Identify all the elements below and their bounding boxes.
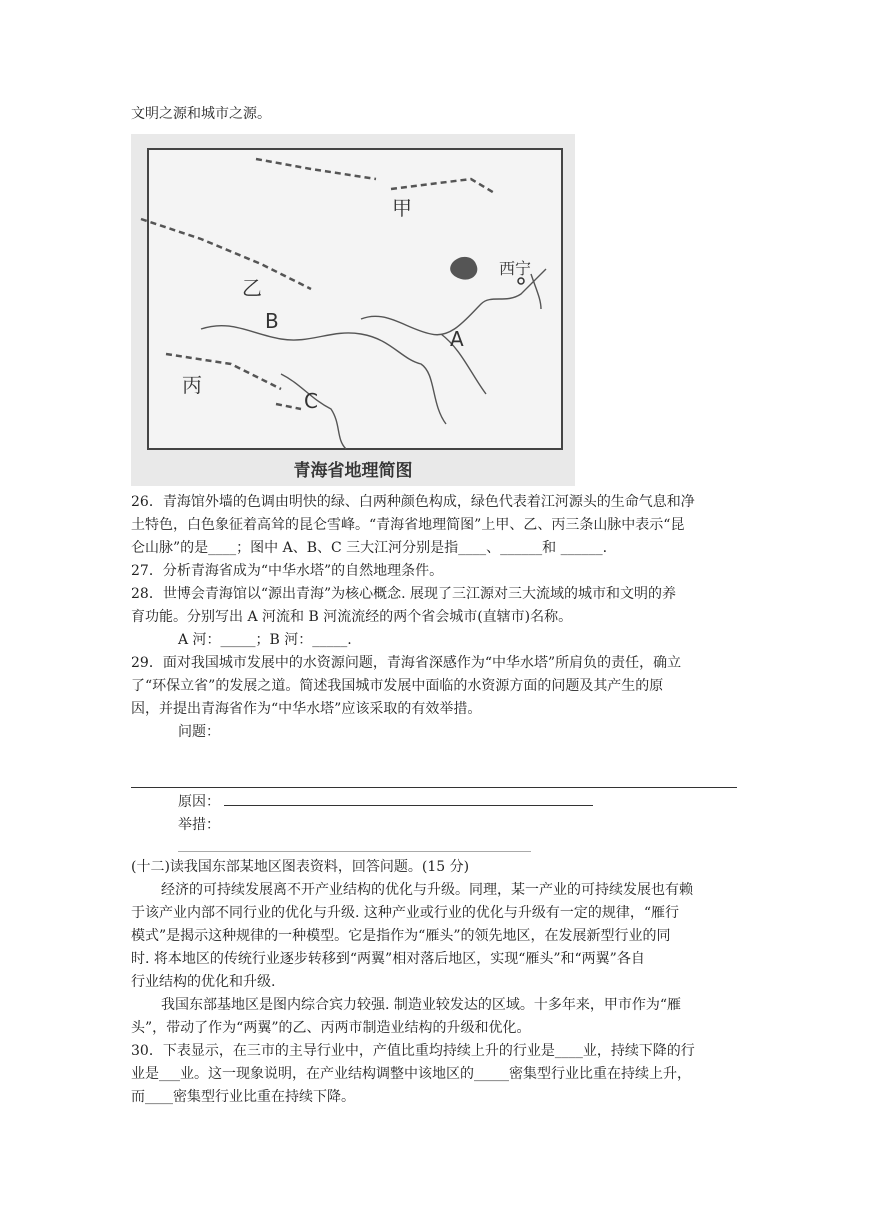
map-caption: 青海省地理简图 — [293, 461, 413, 481]
intro-line: 文明之源和城市之源。 — [131, 106, 271, 122]
answer-label-problem: 问题： — [178, 724, 220, 740]
section12-para1-line-3: 模式”是揭示这种规律的一种模型。它是指作为“雁头”的领先地区，在发展新型行业的同 — [131, 928, 671, 944]
q26-line-2: 土特色，白色象征着高耸的昆仑雪峰。“青海省地理简图”上甲、乙、丙三条山脉中表示“昆 — [131, 517, 685, 533]
q30-line-1: 30．下表显示，在三市的主导行业中，产值比重均持续上升的行业是____业，持续下降的行 — [131, 1043, 695, 1059]
answer-line-measure — [178, 851, 531, 852]
map-label-jia: 甲 — [392, 196, 412, 220]
section12-para2-line-1: 我国东部基地区是图内综合宾力较强. 制造业较发达的区域。十多年来，甲市作为“雁 — [161, 997, 682, 1013]
section12-para1-line-5: 行业结构的优化和升级. — [131, 974, 276, 990]
q29-line-2: 了“环保立省”的发展之道。简述我国城市发展中面临的水资源方面的问题及其产生的原 — [131, 678, 664, 694]
map-label-river-c: C — [304, 389, 318, 413]
section12-para1-line-1: 经济的可持续发展离不开产业结构的优化与升级。同理，某一产业的可持续发展也有赖 — [161, 882, 693, 898]
q29-line-1: 29．面对我国城市发展中的水资源问题，青海省深感作为“中华水塔”所肩负的责任，确立 — [131, 655, 682, 671]
map-label-bing: 丙 — [182, 373, 202, 397]
q28-line-1: 28．世博会青海馆以“源出青海”为核心概念. 展现了三江源对三大流域的城市和文明的养 — [131, 586, 677, 602]
map-label-river-a: A — [450, 327, 464, 351]
map-drawing — [131, 134, 575, 486]
section12-para1-line-4: 时. 将本地区的传统行业逐步转移到“两翼”相对落后地区，实现“雁头”和“两翼”各自 — [131, 951, 645, 967]
q30-line-3: 而____密集型行业比重在持续下降。 — [131, 1089, 355, 1105]
q29-line-3: 因，并提出青海省作为“中华水塔”应该采取的有效举措。 — [131, 701, 482, 717]
q28-line-2: 育功能。分别写出 A 河流和 B 河流流经的两个省会城市(直辖市)名称。 — [131, 609, 573, 625]
answer-label-reason: 原因： — [178, 794, 220, 810]
answer-line-problem — [131, 787, 737, 788]
q26-line-1: 26．青海馆外墙的色调由明快的绿、白两种颜色构成，绿色代表着江河源头的生命气息和净 — [131, 494, 695, 510]
answer-label-measure: 举措： — [178, 817, 220, 833]
section12-para2-line-2: 头”，带动了作为“两翼”的乙、丙两市制造业结构的升级和优化。 — [131, 1020, 531, 1036]
section12-heading: (十二)读我国东部某地区图表资料，回答问题。(15 分) — [131, 859, 470, 875]
q30-line-2: 业是___业。这一现象说明，在产业结构调整中该地区的_____密集型行业比重在持续上升， — [131, 1066, 691, 1082]
q28-line-3: A 河：_____；B 河：_____. — [178, 632, 352, 648]
q27-text: 27．分析青海省成为“中华水塔”的自然地理条件。 — [131, 563, 444, 579]
map-label-xining: 西宁 — [499, 259, 532, 278]
answer-line-reason — [224, 805, 593, 806]
map-label-river-b: B — [265, 309, 279, 333]
q26-line-3: 仑山脉”的是____；图中 A、B、C 三大江河分别是指____、______和 ______. — [131, 540, 608, 556]
qinghai-map — [131, 134, 575, 486]
map-label-yi: 乙 — [242, 276, 262, 300]
section12-para1-line-2: 于该产业内部不同行业的优化与升级. 这种产业或行业的优化与升级有一定的规律，“雁行 — [131, 905, 680, 921]
